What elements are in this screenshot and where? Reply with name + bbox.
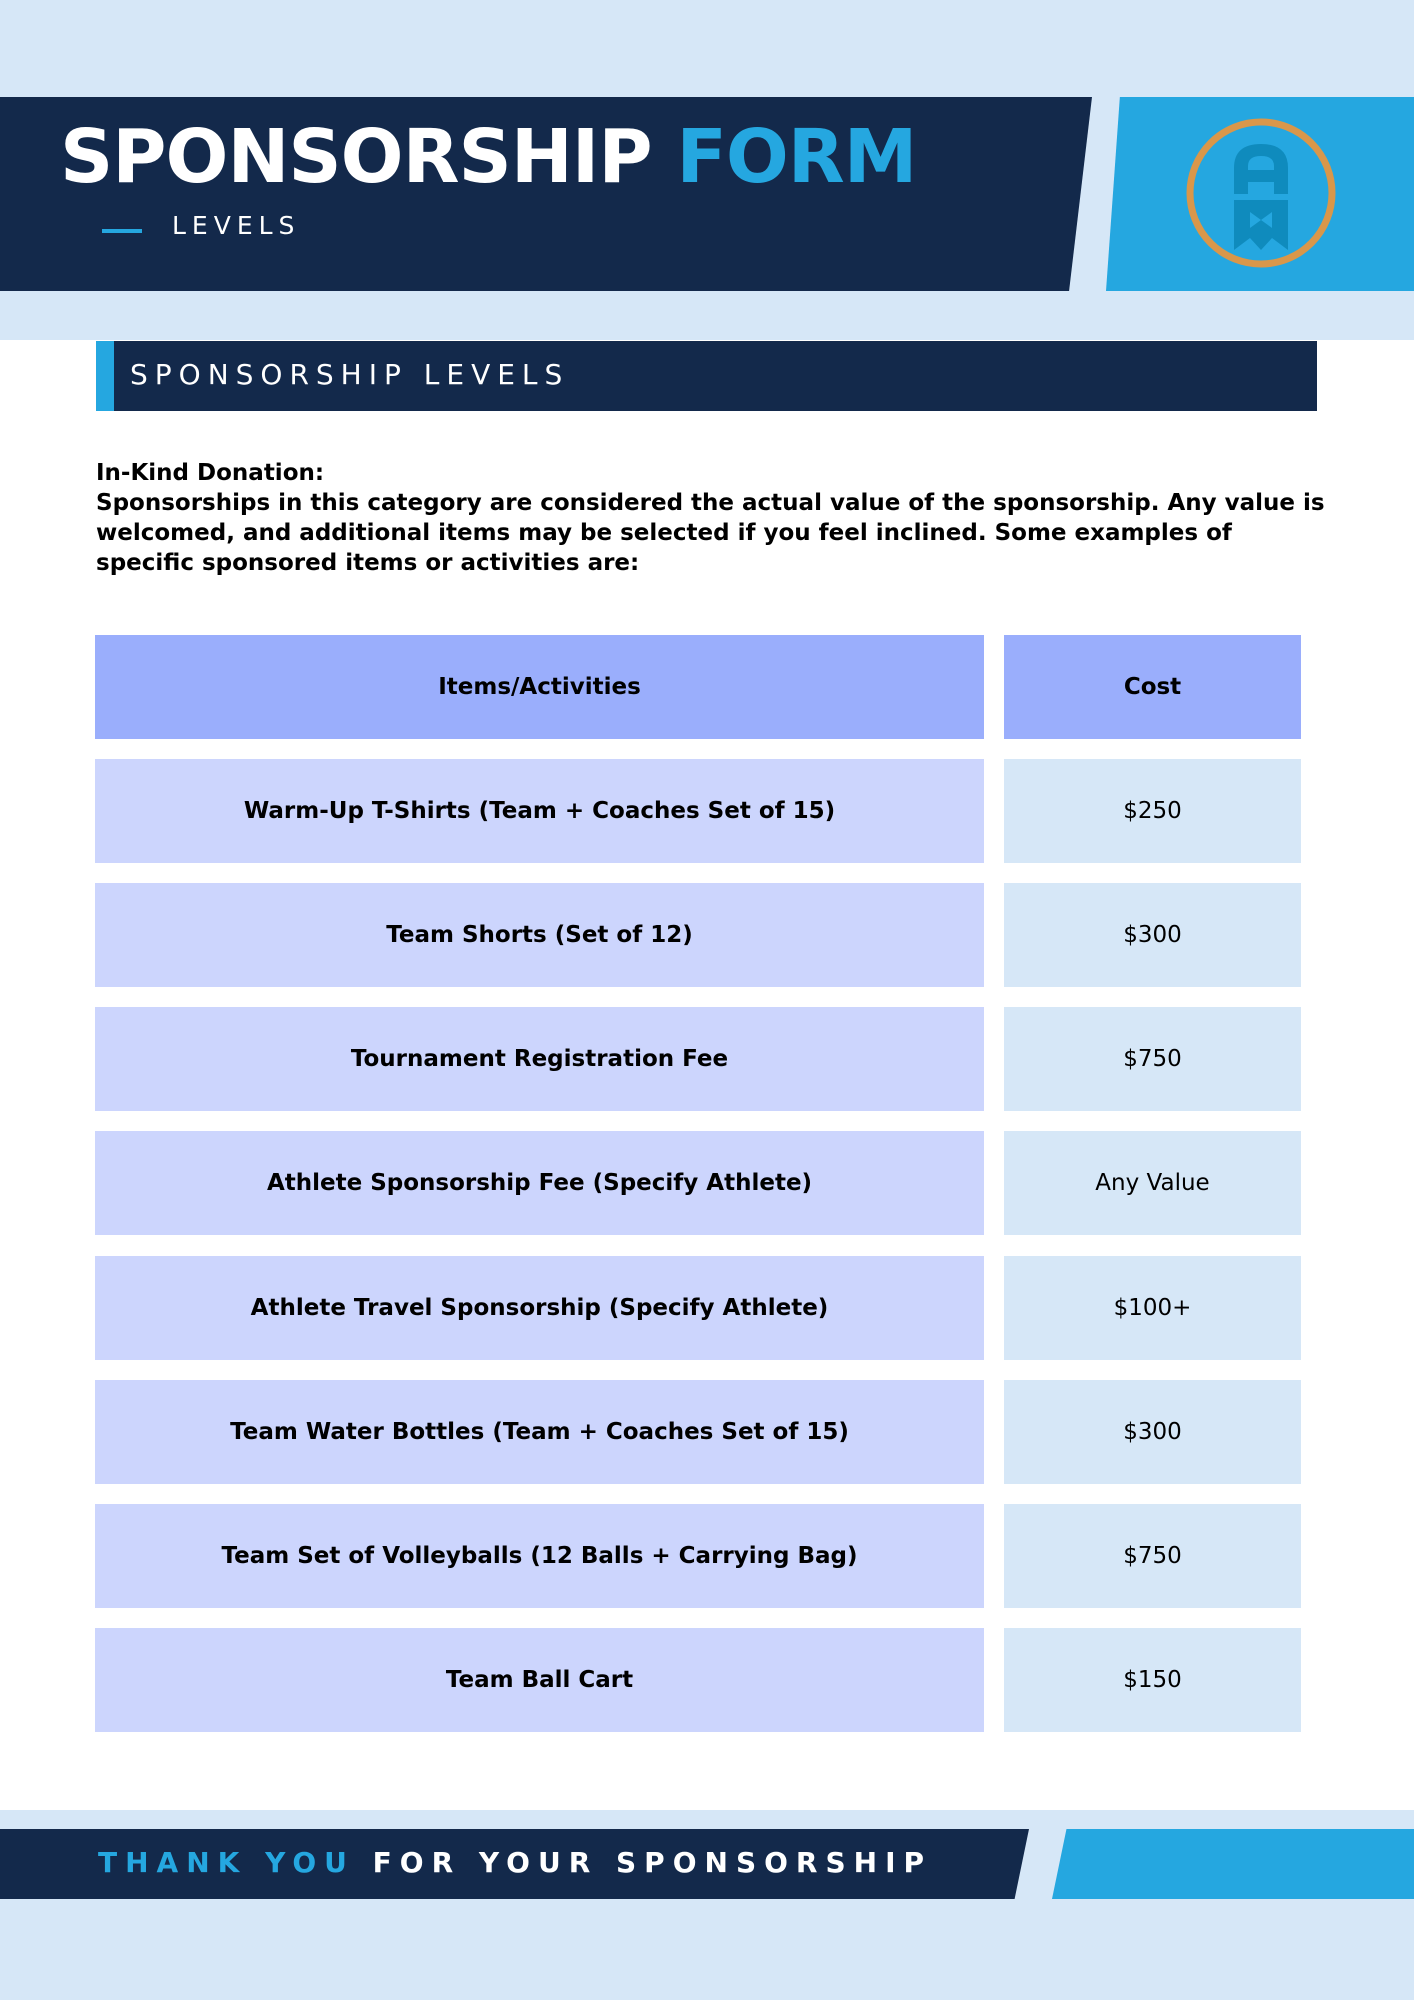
page-title-main: SPONSORSHIP <box>60 114 652 200</box>
table-row-cost: $300 <box>1004 883 1301 987</box>
table-row-cost: $300 <box>1004 1380 1301 1484</box>
page-title <box>60 114 917 200</box>
table-header-items: Items/Activities <box>95 635 984 739</box>
footer-message-rest: FOR YOUR SPONSORSHIP <box>372 1846 933 1879</box>
intro-body: Sponsorships in this category are considered the actual value of the sponsorship. Any value is welcomed, and additional items may be selected if you feel inclined. Some examples of specific sponsored items or activities are: <box>96 490 1325 576</box>
table-row-item: Team Ball Cart <box>95 1628 984 1732</box>
table-row-item: Team Set of Volleyballs (12 Balls + Carrying Bag) <box>95 1504 984 1608</box>
intro-text <box>96 458 1326 578</box>
footer-accent-panel <box>1052 1829 1414 1899</box>
table-row-item: Athlete Sponsorship Fee (Specify Athlete) <box>95 1131 984 1235</box>
table-row-item: Tournament Registration Fee <box>95 1007 984 1111</box>
intro-heading: In-Kind Donation: <box>96 460 325 486</box>
table-row-cost: $750 <box>1004 1504 1301 1608</box>
section-header-accent <box>96 341 114 411</box>
table-row-cost: $100+ <box>1004 1256 1301 1360</box>
subtitle-dash <box>102 229 142 233</box>
table-row-cost: Any Value <box>1004 1131 1301 1235</box>
footer-message <box>98 1845 932 1881</box>
section-title: SPONSORSHIP LEVELS <box>130 358 570 391</box>
table-row-cost: $150 <box>1004 1628 1301 1732</box>
page-title-accent: FORM <box>676 114 917 200</box>
table-row-cost: $750 <box>1004 1007 1301 1111</box>
table-row-item: Team Water Bottles (Team + Coaches Set of 15) <box>95 1380 984 1484</box>
table-header-cost: Cost <box>1004 635 1301 739</box>
table-row-item: Team Shorts (Set of 12) <box>95 883 984 987</box>
table-row-item: Athlete Travel Sponsorship (Specify Athlete) <box>95 1256 984 1360</box>
page-subtitle: LEVELS <box>172 211 301 240</box>
table-row-cost: $250 <box>1004 759 1301 863</box>
table-row-item: Warm-Up T-Shirts (Team + Coaches Set of 15) <box>95 759 984 863</box>
ak-monogram-logo-icon <box>1184 116 1338 270</box>
footer-message-accent: THANK YOU <box>98 1846 355 1879</box>
